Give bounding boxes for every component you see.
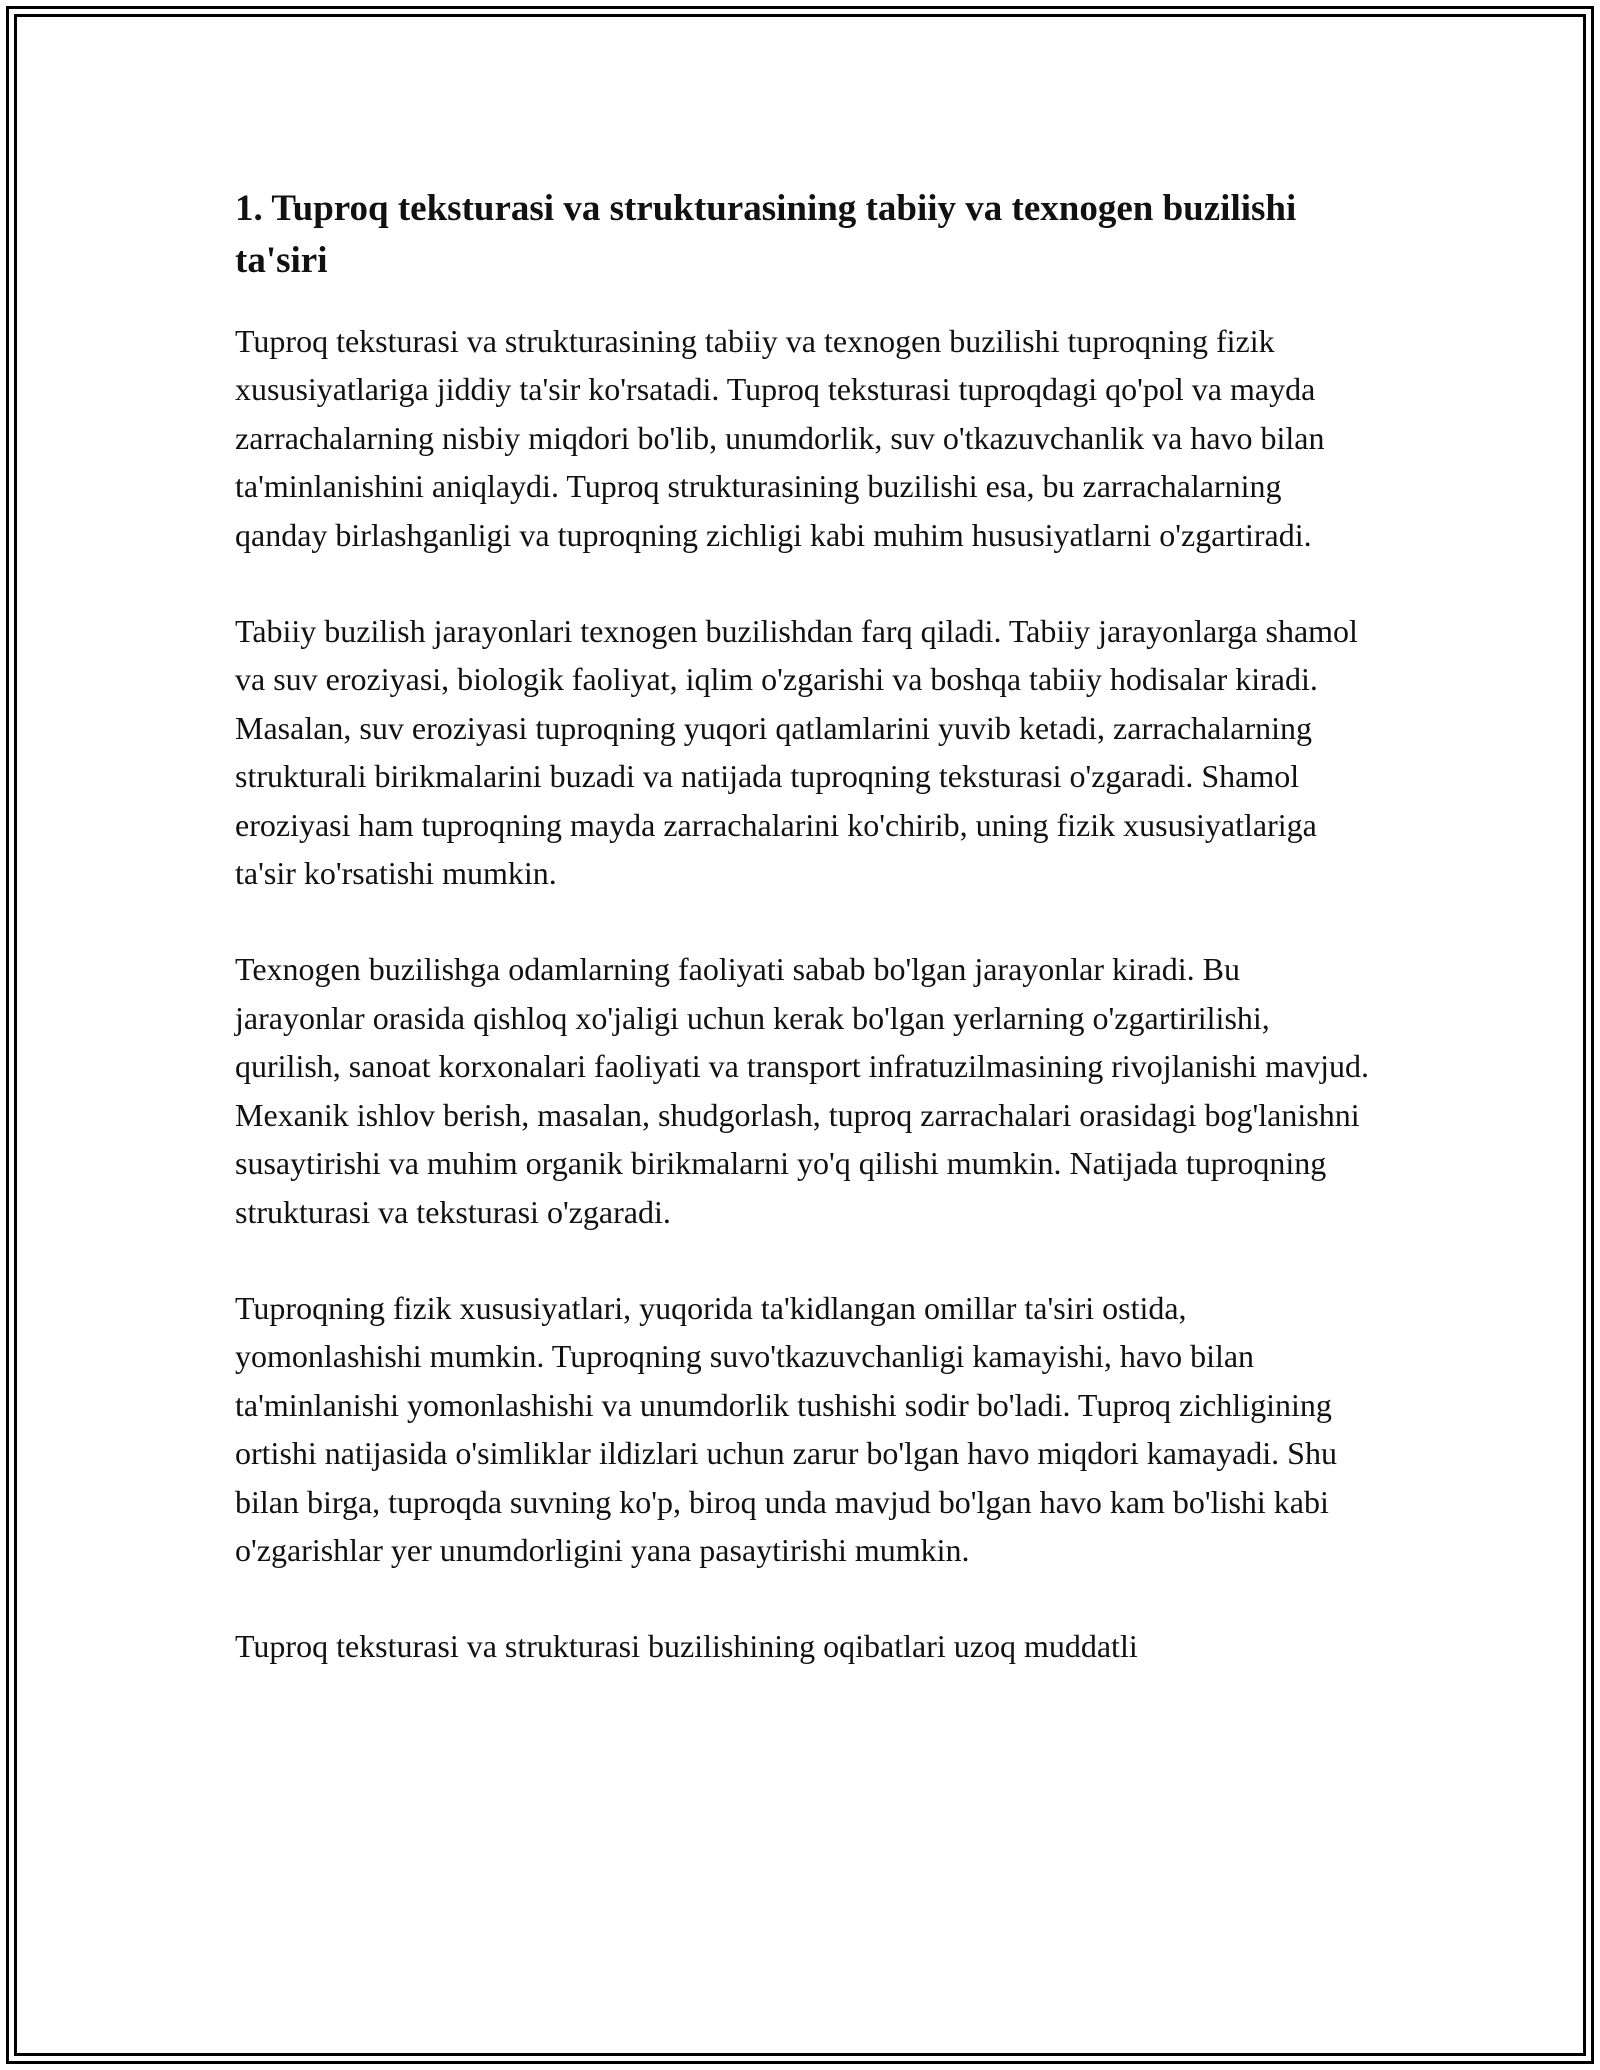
paragraph-5: Tuproq teksturasi va strukturasi buzilishining oqibatlari uzoq muddatli	[235, 1628, 1138, 1665]
paragraph-3: Texnogen buzilishga odamlarning faoliyati sabab bo'lgan jarayonlar kiradi. Bu jarayonlar orasida qishloq xo'jaligi uchun kerak bo'lgan yerlarning o'zgartirilishi, qurilish, sanoat korxonalari faoliyati va transport infratuzilmasining rivojlanishi mavjud. Mexanik ishlov berish, masalan, shudgorlash, tuproq zarrachalari orasidagi bog'lanishni susaytirishi va muhim organik birikmalarni yo'q qilishi mumkin. Natijada tuproqning strukturasi va teksturasi o'zgaradi.	[235, 951, 1369, 1230]
section-heading: 1. Tuproq teksturasi va strukturasining tabiiy va texnogen buzilishi ta'siri	[235, 188, 1297, 281]
document-body	[235, 183, 1370, 1719]
paragraph-1: Tuproq teksturasi va strukturasining tabiiy va texnogen buzilishi tuproqning fizik xususiyatlariga jiddiy ta'sir ko'rsatadi. Tuproq teksturasi tuproqdagi qo'pol va mayda zarrachalarning nisbiy miqdori bo'lib, unumdorlik, suv o'tkazuvchanlik va havo bilan ta'minlanishini aniqlaydi. Tuproq strukturasining buzilishi esa, bu zarrachalarning qanday birlashganligi va tuproqning zichligi kabi muhim hususiyatlarni o'zgartiradi.	[235, 323, 1325, 553]
paragraph-4: Tuproqning fizik xususiyatlari, yuqorida ta'kidlangan omillar ta'siri ostida, yomonlashishi mumkin. Tuproqning suvo'tkazuvchanligi kamayishi, havo bilan ta'minlanishi yomonlashishi va unumdorlik tushishi sodir bo'ladi. Tuproq zichligining ortishi natijasida o'simliklar ildizlari uchun zarur bo'lgan havo miqdori kamayadi. Shu bilan birga, tuproqda suvning ko'p, biroq unda mavjud bo'lgan havo kam bo'lishi kabi o'zgarishlar yer unumdorligini yana pasaytirishi mumkin.	[235, 1289, 1337, 1568]
paragraph-2: Tabiiy buzilish jarayonlari texnogen buzilishdan farq qiladi. Tabiiy jarayonlarga shamol va suv eroziyasi, biologik faoliyat, iqlim o'zgarishi va boshqa tabiiy hodisalar kiradi. Masalan, suv eroziyasi tuproqning yuqori qatlamlarini yuvib ketadi, zarrachalarning strukturali birikmalarini buzadi va natijada tuproqning teksturasi o'zgaradi. Shamol eroziyasi ham tuproqning mayda zarrachalarini ko'chirib, uning fizik xususiyatlariga ta'sir ko'rsatishi mumkin.	[235, 613, 1358, 892]
